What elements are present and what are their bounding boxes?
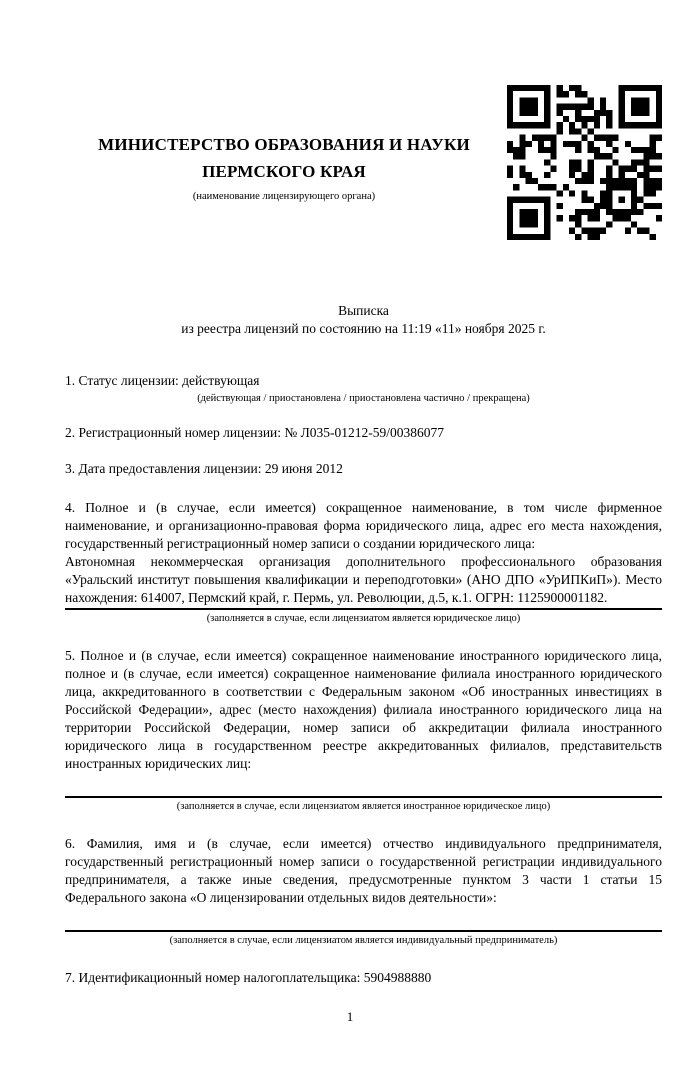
- item-4-underline: [65, 608, 662, 610]
- item-7-text: 7. Идентификационный номер налогоплательщика: 5904988880: [65, 970, 432, 985]
- item-1-license-status: [65, 372, 662, 406]
- item-6-caption: (заполняется в случае, если лицензиатом является индивидуальный предприниматель): [169, 935, 558, 946]
- item-1-caption: (действующая / приостановлена / приостановлена частично / прекращена): [197, 393, 530, 404]
- item-6-individual-entrepreneur: [65, 835, 662, 948]
- title-line1: Выписка: [338, 303, 389, 318]
- item-5-caption: (заполняется в случае, если лицензиатом является иностранное юридическое лицо): [176, 801, 551, 812]
- item-3-grant-date: [65, 460, 662, 478]
- page-number: 1: [346, 1009, 354, 1024]
- item-3-text: 3. Дата предоставления лицензии: 29 июня 2012: [65, 461, 343, 476]
- qr-code-icon: [507, 85, 662, 240]
- title-line2: из реестра лицензий по состоянию на 11:19 «11» ноября 2025 г.: [181, 321, 546, 336]
- item-5-foreign-entity: [65, 647, 662, 814]
- ministry-caption: (наименование лицензирующего органа): [192, 191, 376, 202]
- item-5-underline: [65, 796, 662, 798]
- item-2-text: 2. Регистрационный номер лицензии: № Л035-01212-59/00386077: [65, 425, 445, 440]
- document-title: [65, 302, 662, 338]
- item-4-caption: (заполняется в случае, если лицензиатом является юридическое лицо): [206, 613, 521, 624]
- item-1-text: 1. Статус лицензии: действующая: [65, 373, 260, 388]
- item-7-taxpayer-number: [65, 969, 662, 987]
- item-2-registration-number: [65, 424, 662, 442]
- ministry-name-line1: МИНИСТЕРСТВО ОБРАЗОВАНИЯ И НАУКИ: [98, 135, 470, 154]
- document-header: [65, 85, 662, 240]
- item-4-legal-entity: [65, 499, 662, 626]
- item-6-value: [65, 907, 662, 929]
- item-4-value: Автономная некоммерческая организация дополнительного профессионального образования «Уральский институт повышения квалификации и переподготовки» (АНО ДПО «УрИПКиП»). Место нахождения: 614007, Пермский край, г. Пермь, ул. Революции, д.5, к.1. ОГРН: 1125900001182.: [65, 554, 662, 605]
- document-page: [0, 85, 700, 987]
- item-6-underline: [65, 930, 662, 932]
- item-6-label: 6. Фамилия, имя и (в случае, если имеется) отчество индивидуального предпринимателя, государственный регистрационный номер записи о государственной регистрации индивидуального предпринимателя, а также иные сведения, предусмотренные пунктом 3 части 1 статьи 15 Федерального закона «О лицензировании отдельных видов деятельности»:: [65, 836, 662, 905]
- item-5-label: 5. Полное и (в случае, если имеется) сокращенное наименование иностранного юридического лица, полное и (в случае, если имеется) сокращенное наименование филиала иностранного юридического лица, аккредитованного в соответствии с Федеральным законом «Об иностранных инвестициях в Российской Федерации», адрес (место нахождения) филиала иностранного юридического лица на территории Российской Федерации, номер записи об аккредитации филиала иностранного юридического лица в государственном реестре аккредитованных филиалов, представительств иностранных юридических лиц:: [65, 648, 662, 771]
- licensing-authority-block: [65, 85, 503, 202]
- ministry-name-line2: ПЕРМСКОГО КРАЯ: [202, 162, 366, 181]
- item-5-value: [65, 773, 662, 795]
- item-4-label: 4. Полное и (в случае, если имеется) сокращенное наименование, в том числе фирменное наименование, и организационно-правовая форма юридического лица, адрес его места нахождения, государственный регистрационный номер записи о создании юридического лица:: [65, 500, 662, 551]
